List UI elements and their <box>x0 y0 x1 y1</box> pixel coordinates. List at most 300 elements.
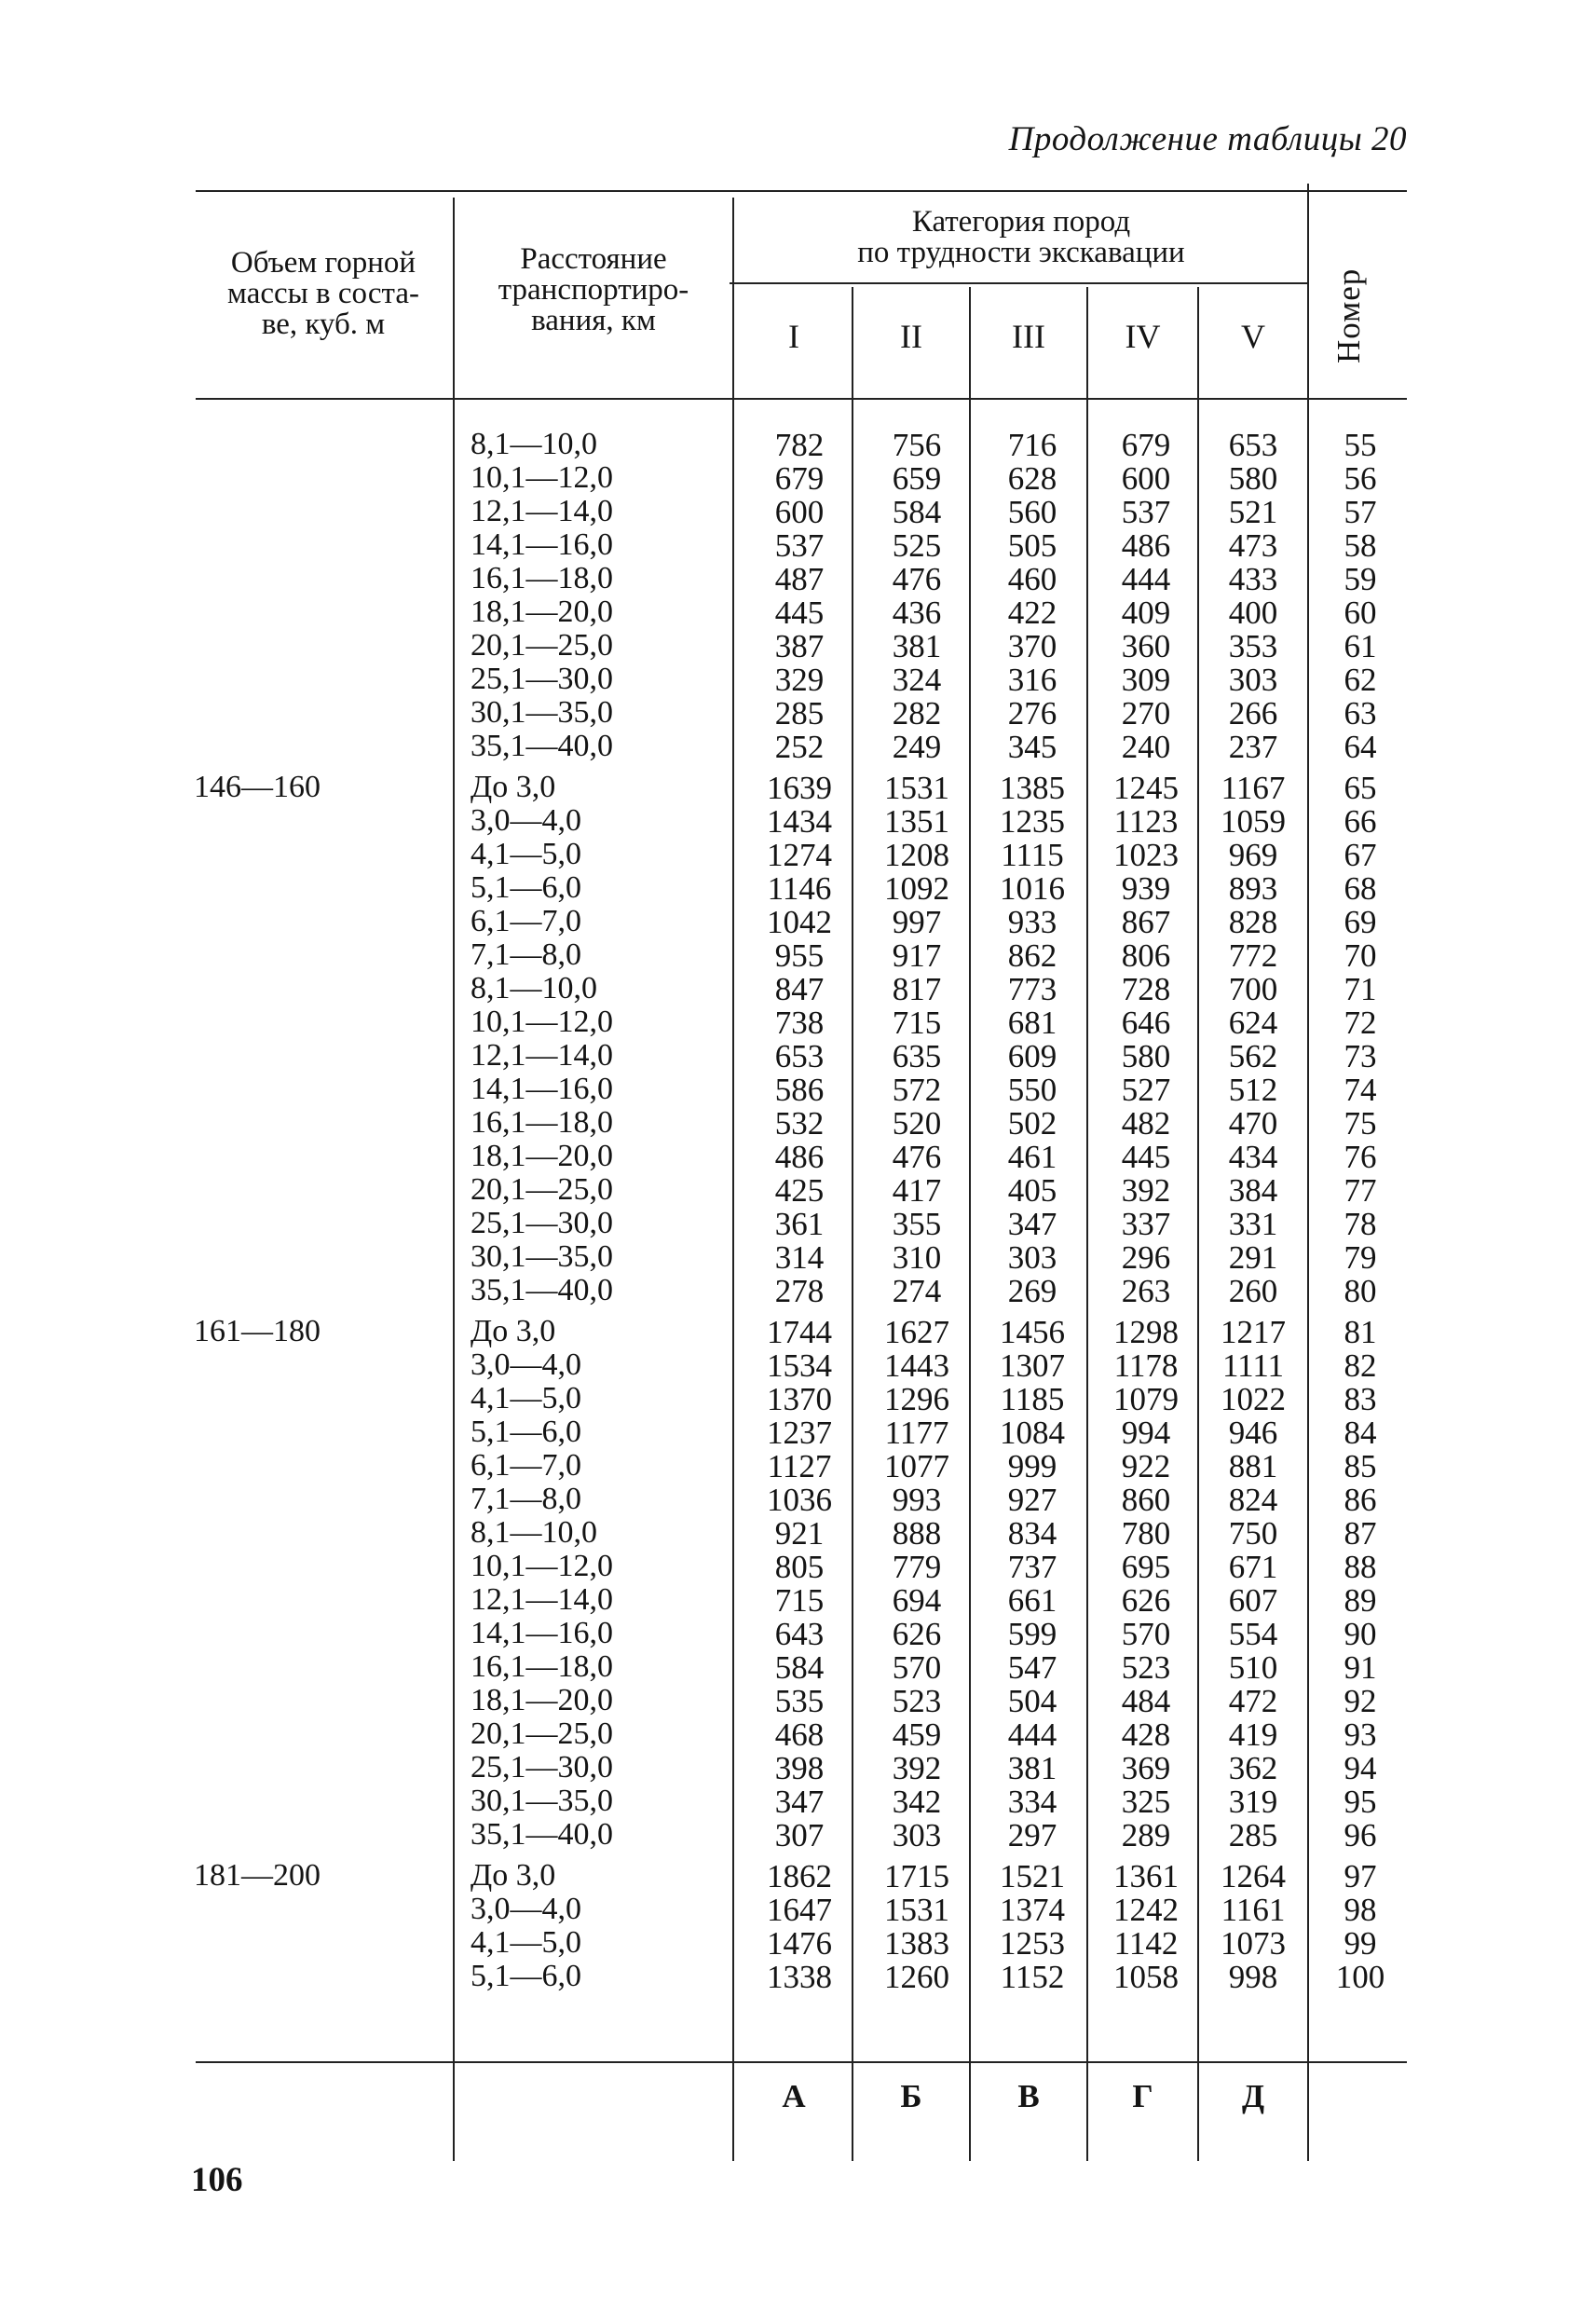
value-cell: 285 <box>1228 1817 1278 1853</box>
distance-cell: 5,1—6,0 <box>471 1959 581 1993</box>
distance-cell: 16,1—18,0 <box>471 561 613 595</box>
value-cell: 381 <box>892 628 942 664</box>
value-cell: 392 <box>1121 1172 1171 1209</box>
column-rule <box>969 287 971 2161</box>
distance-cell: 16,1—18,0 <box>471 1649 613 1684</box>
value-cell: 307 <box>774 1817 825 1853</box>
value-cell: 310 <box>892 1239 942 1276</box>
value-cell: 409 <box>1121 595 1171 631</box>
distance-cell: 4,1—5,0 <box>471 1925 581 1960</box>
header-category <box>736 207 1306 268</box>
value-cell: 535 <box>774 1683 825 1719</box>
value-cell: 659 <box>892 460 942 497</box>
value-cell: 1298 <box>1113 1314 1179 1350</box>
distance-cell: 6,1—7,0 <box>471 1448 581 1483</box>
row-number: 86 <box>1344 1482 1377 1518</box>
value-cell: 1036 <box>767 1482 832 1518</box>
value-cell: 1023 <box>1113 837 1179 873</box>
value-cell: 600 <box>1121 460 1171 497</box>
column-rule <box>1086 287 1088 2161</box>
value-cell: 1647 <box>767 1892 832 1928</box>
value-cell: 547 <box>1007 1649 1057 1686</box>
value-cell: 289 <box>1121 1817 1171 1853</box>
value-cell: 527 <box>1121 1072 1171 1108</box>
value-cell: 260 <box>1228 1273 1278 1309</box>
value-cell: 270 <box>1121 695 1171 732</box>
value-cell: 1123 <box>1113 803 1179 840</box>
value-cell: 1245 <box>1113 770 1179 806</box>
row-number: 66 <box>1344 803 1377 840</box>
value-cell: 504 <box>1007 1683 1057 1719</box>
value-cell: 1178 <box>1113 1347 1179 1384</box>
header-distance-line: Расстояние <box>520 242 667 276</box>
value-cell: 586 <box>774 1072 825 1108</box>
value-cell: 1217 <box>1221 1314 1286 1350</box>
value-cell: 1274 <box>767 837 832 873</box>
value-cell: 460 <box>1007 561 1057 597</box>
value-cell: 805 <box>774 1549 825 1585</box>
value-cell: 325 <box>1121 1784 1171 1820</box>
value-cell: 867 <box>1121 904 1171 940</box>
header-number: Номер <box>1330 267 1367 363</box>
value-cell: 694 <box>892 1582 942 1619</box>
row-number: 62 <box>1344 662 1377 698</box>
value-cell: 274 <box>892 1273 942 1309</box>
row-number: 87 <box>1344 1515 1377 1552</box>
value-cell: 476 <box>892 561 942 597</box>
distance-cell: 3,0—4,0 <box>471 1892 581 1926</box>
category-iii: III <box>1012 318 1045 355</box>
value-cell: 626 <box>892 1616 942 1652</box>
value-cell: 671 <box>1228 1549 1278 1585</box>
value-cell: 635 <box>892 1038 942 1074</box>
row-number: 88 <box>1344 1549 1377 1585</box>
row-number: 74 <box>1344 1072 1377 1108</box>
value-cell: 922 <box>1121 1448 1171 1484</box>
value-cell: 345 <box>1007 729 1057 765</box>
footer-letter-g: Г <box>1132 2078 1153 2114</box>
header-top-rule <box>196 190 1407 192</box>
value-cell: 361 <box>774 1206 825 1242</box>
value-cell: 419 <box>1228 1716 1278 1753</box>
value-cell: 1092 <box>884 870 949 907</box>
value-cell: 1264 <box>1221 1858 1286 1894</box>
distance-cell: 12,1—14,0 <box>471 494 613 528</box>
distance-cell: 3,0—4,0 <box>471 1347 581 1382</box>
value-cell: 520 <box>892 1105 942 1142</box>
distance-cell: 20,1—25,0 <box>471 1172 613 1207</box>
value-cell: 860 <box>1121 1482 1171 1518</box>
value-cell: 1443 <box>884 1347 949 1384</box>
row-number: 90 <box>1344 1616 1377 1652</box>
distance-cell: 14,1—16,0 <box>471 1072 613 1106</box>
value-cell: 1260 <box>884 1959 949 1995</box>
distance-cell: 30,1—35,0 <box>471 695 613 730</box>
value-cell: 1476 <box>767 1925 832 1962</box>
value-cell: 342 <box>892 1784 942 1820</box>
value-cell: 331 <box>1228 1206 1278 1242</box>
value-cell: 303 <box>1228 662 1278 698</box>
table-caption: Продолжение таблицы 20 <box>1008 120 1407 158</box>
value-cell: 626 <box>1121 1582 1171 1619</box>
value-cell: 1374 <box>1000 1892 1065 1928</box>
row-number: 83 <box>1344 1381 1377 1417</box>
value-cell: 773 <box>1007 971 1057 1007</box>
value-cell: 700 <box>1228 971 1278 1007</box>
value-cell: 834 <box>1007 1515 1057 1552</box>
distance-cell: 18,1—20,0 <box>471 595 613 629</box>
row-number: 64 <box>1344 729 1377 765</box>
row-number: 60 <box>1344 595 1377 631</box>
row-number: 68 <box>1344 870 1377 907</box>
row-number: 55 <box>1344 427 1377 463</box>
value-cell: 550 <box>1007 1072 1057 1108</box>
row-number: 59 <box>1344 561 1377 597</box>
value-cell: 502 <box>1007 1105 1057 1142</box>
value-cell: 817 <box>892 971 942 1007</box>
value-cell: 560 <box>1007 494 1057 530</box>
value-cell: 444 <box>1007 1716 1057 1753</box>
value-cell: 303 <box>892 1817 942 1853</box>
distance-cell: 20,1—25,0 <box>471 628 613 663</box>
row-number: 65 <box>1344 770 1377 806</box>
value-cell: 422 <box>1007 595 1057 631</box>
distance-cell: 25,1—30,0 <box>471 662 613 696</box>
value-cell: 1059 <box>1221 803 1286 840</box>
value-cell: 282 <box>892 695 942 732</box>
value-cell: 828 <box>1228 904 1278 940</box>
distance-cell: 14,1—16,0 <box>471 1616 613 1650</box>
value-cell: 772 <box>1228 937 1278 974</box>
volume-range: 161—180 <box>194 1314 321 1348</box>
value-cell: 1237 <box>767 1415 832 1451</box>
value-cell: 266 <box>1228 695 1278 732</box>
value-cell: 661 <box>1007 1582 1057 1619</box>
value-cell: 933 <box>1007 904 1057 940</box>
value-cell: 1434 <box>767 803 832 840</box>
value-cell: 679 <box>1121 427 1171 463</box>
header-category-line: Категория пород <box>911 205 1131 239</box>
row-number: 81 <box>1344 1314 1377 1350</box>
value-cell: 370 <box>1007 628 1057 664</box>
value-cell: 584 <box>892 494 942 530</box>
value-cell: 445 <box>1121 1139 1171 1175</box>
value-cell: 291 <box>1228 1239 1278 1276</box>
value-cell: 436 <box>892 595 942 631</box>
row-number: 69 <box>1344 904 1377 940</box>
distance-cell: 8,1—10,0 <box>471 427 597 461</box>
value-cell: 512 <box>1228 1072 1278 1108</box>
value-cell: 470 <box>1228 1105 1278 1142</box>
category-v: V <box>1241 318 1265 355</box>
value-cell: 643 <box>774 1616 825 1652</box>
value-cell: 1862 <box>767 1858 832 1894</box>
distance-cell: 7,1—8,0 <box>471 1482 581 1516</box>
value-cell: 473 <box>1228 527 1278 564</box>
value-cell: 1016 <box>1000 870 1065 907</box>
value-cell: 459 <box>892 1716 942 1753</box>
value-cell: 324 <box>892 662 942 698</box>
value-cell: 1456 <box>1000 1314 1065 1350</box>
value-cell: 263 <box>1121 1273 1171 1309</box>
row-number: 92 <box>1344 1683 1377 1719</box>
row-number: 58 <box>1344 527 1377 564</box>
row-number: 56 <box>1344 460 1377 497</box>
value-cell: 862 <box>1007 937 1057 974</box>
value-cell: 525 <box>892 527 942 564</box>
value-cell: 1077 <box>884 1448 949 1484</box>
distance-cell: 4,1—5,0 <box>471 837 581 871</box>
value-cell: 624 <box>1228 1005 1278 1041</box>
value-cell: 523 <box>892 1683 942 1719</box>
value-cell: 1115 <box>1001 837 1064 873</box>
value-cell: 537 <box>774 527 825 564</box>
value-cell: 484 <box>1121 1683 1171 1719</box>
value-cell: 584 <box>774 1649 825 1686</box>
distance-cell: 12,1—14,0 <box>471 1038 613 1073</box>
value-cell: 628 <box>1007 460 1057 497</box>
distance-cell: До 3,0 <box>471 1858 556 1893</box>
value-cell: 1022 <box>1221 1381 1286 1417</box>
value-cell: 353 <box>1228 628 1278 664</box>
value-cell: 1073 <box>1221 1925 1286 1962</box>
distance-cell: 14,1—16,0 <box>471 527 613 562</box>
value-cell: 400 <box>1228 595 1278 631</box>
value-cell: 994 <box>1121 1415 1171 1451</box>
distance-cell: 8,1—10,0 <box>471 1515 597 1550</box>
value-cell: 1627 <box>884 1314 949 1350</box>
value-cell: 1208 <box>884 837 949 873</box>
row-number: 76 <box>1344 1139 1377 1175</box>
distance-cell: 35,1—40,0 <box>471 1817 613 1852</box>
value-cell: 1534 <box>767 1347 832 1384</box>
value-cell: 1385 <box>1000 770 1065 806</box>
footer-letter-a: А <box>782 2078 806 2114</box>
value-cell: 276 <box>1007 695 1057 732</box>
value-cell: 1235 <box>1000 803 1065 840</box>
row-number: 75 <box>1344 1105 1377 1142</box>
value-cell: 946 <box>1228 1415 1278 1451</box>
value-cell: 269 <box>1007 1273 1057 1309</box>
value-cell: 1744 <box>767 1314 832 1350</box>
header-volume <box>198 248 449 340</box>
value-cell: 921 <box>774 1515 825 1552</box>
distance-cell: 10,1—12,0 <box>471 1005 613 1039</box>
row-number: 72 <box>1344 1005 1377 1041</box>
row-number: 61 <box>1344 628 1377 664</box>
value-cell: 1146 <box>767 870 832 907</box>
value-cell: 917 <box>892 937 942 974</box>
value-cell: 434 <box>1228 1139 1278 1175</box>
distance-cell: До 3,0 <box>471 770 556 804</box>
distance-cell: 6,1—7,0 <box>471 904 581 938</box>
value-cell: 554 <box>1228 1616 1278 1652</box>
value-cell: 600 <box>774 494 825 530</box>
page-number: 106 <box>191 2161 243 2199</box>
distance-cell: 35,1—40,0 <box>471 1273 613 1307</box>
distance-cell: 30,1—35,0 <box>471 1784 613 1818</box>
value-cell: 1185 <box>1000 1381 1065 1417</box>
column-rule <box>1307 184 1309 2161</box>
value-cell: 387 <box>774 628 825 664</box>
value-cell: 237 <box>1228 729 1278 765</box>
distance-cell: 25,1—30,0 <box>471 1206 613 1240</box>
value-cell: 347 <box>774 1784 825 1820</box>
category-iv: IV <box>1125 318 1161 355</box>
footer-letter-v: В <box>1017 2078 1040 2114</box>
value-cell: 252 <box>774 729 825 765</box>
header-volume-line: массы в соста- <box>227 277 419 310</box>
value-cell: 521 <box>1228 494 1278 530</box>
value-cell: 738 <box>774 1005 825 1041</box>
value-cell: 487 <box>774 561 825 597</box>
header-distance-line: вания, км <box>531 304 656 337</box>
value-cell: 285 <box>774 695 825 732</box>
row-number: 71 <box>1344 971 1377 1007</box>
value-cell: 1521 <box>1000 1858 1065 1894</box>
distance-cell: 5,1—6,0 <box>471 870 581 905</box>
row-number: 78 <box>1344 1206 1377 1242</box>
distance-cell: 30,1—35,0 <box>471 1239 613 1274</box>
value-cell: 1111 <box>1221 1347 1285 1384</box>
distance-cell: 4,1—5,0 <box>471 1381 581 1415</box>
value-cell: 433 <box>1228 561 1278 597</box>
value-cell: 384 <box>1228 1172 1278 1209</box>
row-number: 73 <box>1344 1038 1377 1074</box>
row-number: 79 <box>1344 1239 1377 1276</box>
value-cell: 1531 <box>884 770 949 806</box>
row-number: 95 <box>1344 1784 1377 1820</box>
value-cell: 782 <box>774 427 825 463</box>
row-number: 82 <box>1344 1347 1377 1384</box>
value-cell: 715 <box>892 1005 942 1041</box>
value-cell: 1639 <box>767 770 832 806</box>
footer-letter-b: Б <box>900 2078 922 2114</box>
value-cell: 881 <box>1228 1448 1278 1484</box>
distance-cell: 7,1—8,0 <box>471 937 581 972</box>
row-number: 98 <box>1344 1892 1377 1928</box>
value-cell: 1361 <box>1113 1858 1179 1894</box>
row-number: 70 <box>1344 937 1377 974</box>
value-cell: 1715 <box>884 1858 949 1894</box>
column-rule <box>1197 287 1199 2161</box>
value-cell: 472 <box>1228 1683 1278 1719</box>
value-cell: 468 <box>774 1716 825 1753</box>
value-cell: 607 <box>1228 1582 1278 1619</box>
value-cell: 392 <box>892 1750 942 1786</box>
value-cell: 296 <box>1121 1239 1171 1276</box>
distance-cell: 20,1—25,0 <box>471 1716 613 1751</box>
value-cell: 362 <box>1228 1750 1278 1786</box>
value-cell: 1079 <box>1113 1381 1179 1417</box>
value-cell: 1142 <box>1113 1925 1179 1962</box>
value-cell: 347 <box>1007 1206 1057 1242</box>
value-cell: 381 <box>1007 1750 1057 1786</box>
value-cell: 679 <box>774 460 825 497</box>
value-cell: 780 <box>1121 1515 1171 1552</box>
distance-cell: 10,1—12,0 <box>471 1549 613 1583</box>
value-cell: 715 <box>774 1582 825 1619</box>
value-cell: 750 <box>1228 1515 1278 1552</box>
value-cell: 653 <box>1228 427 1278 463</box>
value-cell: 646 <box>1121 1005 1171 1041</box>
value-cell: 445 <box>774 595 825 631</box>
row-number: 80 <box>1344 1273 1377 1309</box>
value-cell: 997 <box>892 904 942 940</box>
value-cell: 398 <box>774 1750 825 1786</box>
header-bottom-rule <box>196 398 1407 400</box>
value-cell: 609 <box>1007 1038 1057 1074</box>
row-number: 100 <box>1335 1959 1385 1995</box>
distance-cell: 10,1—12,0 <box>471 460 613 495</box>
value-cell: 570 <box>892 1649 942 1686</box>
value-cell: 425 <box>774 1172 825 1209</box>
value-cell: 523 <box>1121 1649 1171 1686</box>
column-rule <box>852 287 853 2161</box>
column-rule <box>732 198 734 2161</box>
row-number: 93 <box>1344 1716 1377 1753</box>
category-ii: II <box>900 318 922 355</box>
value-cell: 728 <box>1121 971 1171 1007</box>
row-number: 85 <box>1344 1448 1377 1484</box>
body-bottom-rule <box>196 2061 1407 2063</box>
value-cell: 314 <box>774 1239 825 1276</box>
header-distance <box>458 244 729 336</box>
value-cell: 1042 <box>767 904 832 940</box>
header-distance-line: транспортиро- <box>498 273 689 307</box>
value-cell: 482 <box>1121 1105 1171 1142</box>
value-cell: 939 <box>1121 870 1171 907</box>
distance-cell: 8,1—10,0 <box>471 971 597 1005</box>
value-cell: 1127 <box>767 1448 832 1484</box>
value-cell: 337 <box>1121 1206 1171 1242</box>
value-cell: 1383 <box>884 1925 949 1962</box>
value-cell: 1531 <box>884 1892 949 1928</box>
value-cell: 756 <box>892 427 942 463</box>
value-cell: 297 <box>1007 1817 1057 1853</box>
value-cell: 369 <box>1121 1750 1171 1786</box>
row-number: 94 <box>1344 1750 1377 1786</box>
value-cell: 779 <box>892 1549 942 1585</box>
value-cell: 461 <box>1007 1139 1057 1175</box>
value-cell: 303 <box>1007 1239 1057 1276</box>
value-cell: 572 <box>892 1072 942 1108</box>
value-cell: 1058 <box>1113 1959 1179 1995</box>
value-cell: 532 <box>774 1105 825 1142</box>
value-cell: 319 <box>1228 1784 1278 1820</box>
value-cell: 486 <box>774 1139 825 1175</box>
row-number: 67 <box>1344 837 1377 873</box>
distance-cell: 16,1—18,0 <box>471 1105 613 1140</box>
value-cell: 695 <box>1121 1549 1171 1585</box>
row-number: 97 <box>1344 1858 1377 1894</box>
value-cell: 240 <box>1121 729 1171 765</box>
distance-cell: До 3,0 <box>471 1314 556 1348</box>
value-cell: 355 <box>892 1206 942 1242</box>
value-cell: 1370 <box>767 1381 832 1417</box>
value-cell: 537 <box>1121 494 1171 530</box>
row-number: 77 <box>1344 1172 1377 1209</box>
value-cell: 806 <box>1121 937 1171 974</box>
value-cell: 278 <box>774 1273 825 1309</box>
header-category-line: по трудности экскавации <box>857 236 1185 269</box>
column-rule <box>453 198 455 2161</box>
value-cell: 847 <box>774 971 825 1007</box>
value-cell: 1242 <box>1113 1892 1179 1928</box>
volume-range: 181—200 <box>194 1858 321 1893</box>
value-cell: 999 <box>1007 1448 1057 1484</box>
value-cell: 893 <box>1228 870 1278 907</box>
